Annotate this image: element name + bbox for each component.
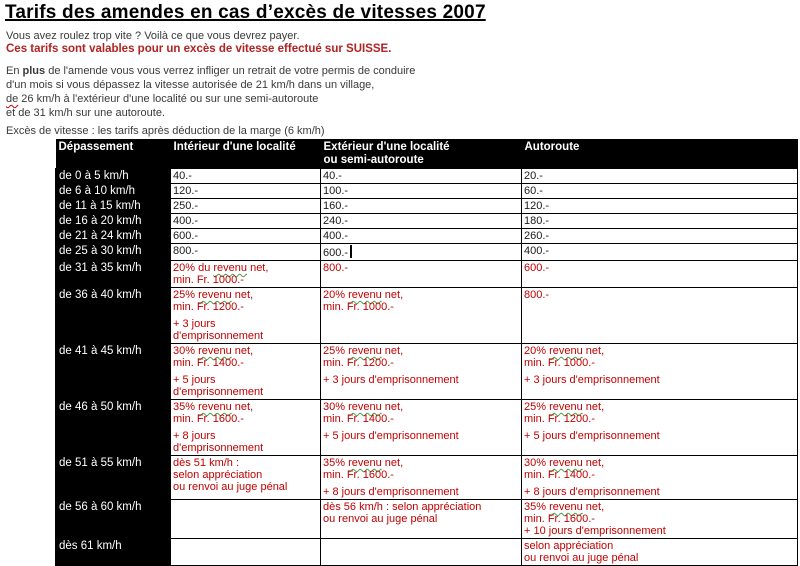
fare-cell: 120.- bbox=[171, 184, 321, 199]
table-row bbox=[56, 500, 798, 539]
fare-cell: 800.- bbox=[522, 288, 798, 344]
paragraph-text: 26 km/h à l'extérieur d'une localité ou sur une semi-autoroute bbox=[18, 93, 319, 105]
row-label: de 46 à 50 km/h bbox=[56, 400, 171, 456]
table-row bbox=[56, 214, 798, 229]
fare-cell: 180.- bbox=[522, 214, 798, 229]
fare-cell: 800.- bbox=[321, 261, 522, 288]
table-row bbox=[56, 184, 798, 199]
misspelled-word: revenu bbox=[198, 401, 232, 413]
fare-cell: 20% du revenu net, min. Fr. 1000.- bbox=[171, 261, 321, 288]
text-cursor bbox=[350, 245, 352, 258]
row-label: de 56 à 60 km/h bbox=[56, 500, 171, 539]
penalty-paragraph bbox=[6, 64, 415, 120]
fare-cell bbox=[171, 500, 321, 539]
misspelled-word: de bbox=[6, 93, 19, 105]
fare-cell: 250.- bbox=[171, 199, 321, 214]
fare-cell: 800.- bbox=[171, 244, 321, 261]
fare-cell: 600.- bbox=[171, 229, 321, 244]
fare-cell: 240.- bbox=[321, 214, 522, 229]
header-row bbox=[56, 139, 798, 169]
table-row bbox=[56, 456, 798, 500]
fare-cell: 400.- bbox=[171, 214, 321, 229]
misspelled-word: revenu bbox=[348, 345, 382, 357]
column-header: Extérieur d'une localité ou semi-autoroute bbox=[321, 139, 522, 169]
fare-cell: 20.- bbox=[522, 169, 798, 184]
fare-cell: 20% revenu net, min. Fr. 1000.- bbox=[321, 288, 522, 344]
row-label: de 11 à 15 km/h bbox=[56, 199, 171, 214]
paragraph-text: En bbox=[6, 65, 23, 77]
fare-cell: 30% revenu net, min. Fr. 1400.- + 5 jours d'emprisonnement bbox=[171, 344, 321, 400]
row-label: de 51 à 55 km/h bbox=[56, 456, 171, 500]
fare-cell: 25% revenu net, min. Fr. 1200.- + 3 jours d'emprisonnement bbox=[321, 344, 522, 400]
table-row bbox=[56, 400, 798, 456]
fare-cell bbox=[321, 539, 522, 566]
table-header bbox=[56, 139, 798, 169]
column-header: Autoroute bbox=[522, 139, 798, 169]
page-title: Tarifs des amendes en cas d’excès de vitesses 2007 bbox=[5, 2, 486, 23]
misspelled-word: revenu bbox=[549, 345, 583, 357]
column-header: Intérieur d'une localité bbox=[171, 139, 321, 169]
misspelled-word: revenu bbox=[348, 457, 382, 469]
paragraph-line-4: et de 31 km/h sur une autoroute. bbox=[6, 107, 165, 119]
row-label: de 41 à 45 km/h bbox=[56, 344, 171, 400]
paragraph-line-1 bbox=[6, 64, 415, 78]
row-label: de 16 à 20 km/h bbox=[56, 214, 171, 229]
table-caption: Excès de vitesse : les tarifs après déduction de la marge (6 km/h) bbox=[6, 125, 325, 137]
fare-cell: 30% revenu net, min. Fr. 1400.- + 8 jours d'emprisonnement bbox=[522, 456, 798, 500]
fare-cell: 40.- bbox=[321, 169, 522, 184]
misspelled-word: revenu bbox=[213, 262, 248, 274]
fare-cell: 400.- bbox=[321, 229, 522, 244]
row-label: dès 61 km/h bbox=[56, 539, 171, 566]
fare-cell: selon appréciation ou renvoi au juge pénal bbox=[522, 539, 798, 566]
row-label: de 25 à 30 km/h bbox=[56, 244, 171, 261]
fare-cell: 100.- bbox=[321, 184, 522, 199]
misspelled-word: revenu bbox=[198, 289, 232, 301]
misspelled-word: revenu bbox=[348, 289, 382, 301]
column-header: Dépassement bbox=[56, 139, 171, 169]
fare-cell: 40.- bbox=[171, 169, 321, 184]
fare-cell: dès 51 km/h : selon appréciation ou renvoi au juge pénal bbox=[171, 456, 321, 500]
intro-line: Vous avez roulez trop vite ? Voilà ce que vous devrez payer. bbox=[6, 30, 300, 42]
row-label: de 0 à 5 km/h bbox=[56, 169, 171, 184]
fare-cell: 20% revenu net, min. Fr. 1000.- + 3 jours d'emprisonnement bbox=[522, 344, 798, 400]
table-row bbox=[56, 288, 798, 344]
fare-cell: 120.- bbox=[522, 199, 798, 214]
paragraph-bold-word: plus bbox=[22, 65, 46, 77]
misspelled-word: revenu bbox=[549, 457, 583, 469]
table-row bbox=[56, 244, 798, 261]
row-label: de 36 à 40 km/h bbox=[56, 288, 171, 344]
fare-cell: 400.- bbox=[522, 244, 798, 261]
fare-cell bbox=[171, 539, 321, 566]
table-row bbox=[56, 344, 798, 400]
row-label: de 21 à 24 km/h bbox=[56, 229, 171, 244]
table-row bbox=[56, 229, 798, 244]
row-label: de 31 à 35 km/h bbox=[56, 261, 171, 288]
table-row bbox=[56, 169, 798, 184]
fines-table bbox=[55, 139, 798, 566]
fare-cell: 600.- bbox=[321, 244, 522, 261]
table-row bbox=[56, 261, 798, 288]
paragraph-line-3 bbox=[6, 92, 415, 106]
paragraph-text: de l'amende vous vous verrez infliger un retrait de votre permis de conduire bbox=[45, 65, 416, 77]
misspelled-word: revenu bbox=[549, 401, 583, 413]
fare-cell: 600.- bbox=[522, 261, 798, 288]
table-row bbox=[56, 199, 798, 214]
fare-cell: 35% revenu net, min. Fr. 1600.- + 8 jours d'emprisonnement bbox=[171, 400, 321, 456]
fare-cell: dès 56 km/h : selon appréciation ou renvoi au juge pénal bbox=[321, 500, 522, 539]
table-row bbox=[56, 539, 798, 566]
paragraph-line-2: d'un mois si vous dépassez la vitesse autorisée de 21 km/h dans un village, bbox=[6, 79, 375, 91]
fare-cell: 30% revenu net, min. Fr. 1400.- + 5 jours d'emprisonnement bbox=[321, 400, 522, 456]
fare-cell: 35% revenu net, min. Fr. 1600.- + 8 jours d'emprisonnement bbox=[321, 456, 522, 500]
fare-cell: 25% revenu net, min. Fr. 1200.- + 3 jours d'emprisonnement bbox=[171, 288, 321, 344]
misspelled-word: revenu bbox=[198, 345, 232, 357]
fare-cell: 25% revenu net, min. Fr. 1200.- + 5 jours d'emprisonnement bbox=[522, 400, 798, 456]
table-body bbox=[56, 169, 798, 566]
fare-cell: 260.- bbox=[522, 229, 798, 244]
misspelled-word: revenu bbox=[348, 401, 382, 413]
fare-cell: 160.- bbox=[321, 199, 522, 214]
misspelled-word: revenu bbox=[549, 501, 583, 513]
row-label: de 6 à 10 km/h bbox=[56, 184, 171, 199]
fare-cell: 60.- bbox=[522, 184, 798, 199]
fare-cell: 35% revenu net, min. Fr. 1600.- + 10 jours d'emprisonnement bbox=[522, 500, 798, 539]
warning-line: Ces tarifs sont valables pour un excès de vitesse effectué sur SUISSE. bbox=[6, 43, 392, 55]
